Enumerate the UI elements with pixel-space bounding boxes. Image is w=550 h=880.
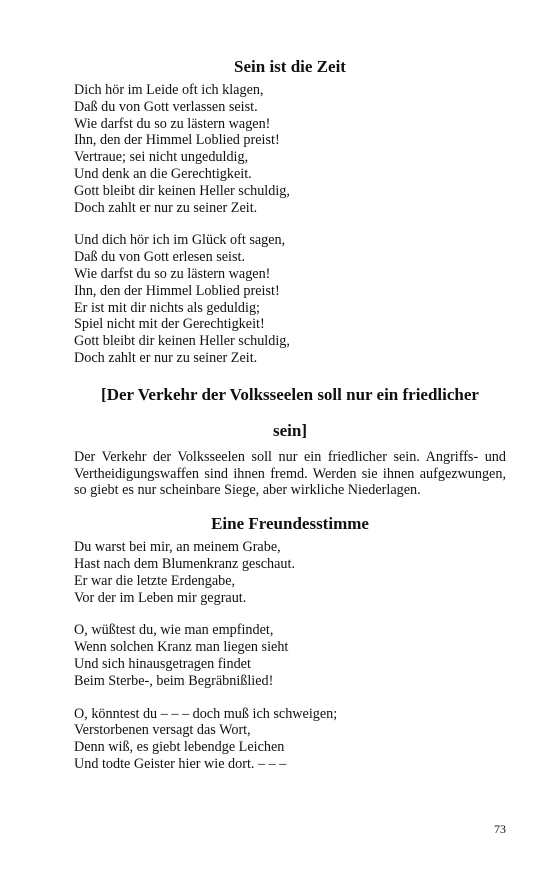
stanza (74, 82, 506, 216)
section-title-line: sein] (273, 420, 307, 440)
stanza (74, 622, 506, 689)
verse-line: Hast nach dem Blumenkranz geschaut. (74, 555, 296, 572)
verse-line: O, wüßtest du, wie man empfindet, (74, 622, 274, 639)
page-content (74, 56, 506, 773)
verse-line: Er ist mit dir nichts als geduldig; (74, 299, 260, 316)
verse-line: Daß du von Gott erlesen seist. (74, 249, 246, 266)
section-title-line: [Der Verkehr der Volksseelen soll nur ein friedlicher (101, 384, 479, 404)
verse-line: Wenn solchen Kranz man liegen sieht (74, 639, 289, 656)
verse-line: Und denk an die Gerechtigkeit. (74, 165, 252, 182)
verse-line: Gott bleibt dir keinen Heller schuldig, (74, 182, 290, 199)
verse-line: Spiel nicht mit der Gerechtigkeit! (74, 316, 265, 333)
verse-line: Denn wiß, es giebt lebendge Leichen (74, 739, 285, 756)
stanza (74, 539, 506, 606)
verse-line: Gott bleibt dir keinen Heller schuldig, (74, 333, 290, 350)
verse-line: Ihn, den der Himmel Loblied preist! (74, 132, 280, 149)
stanza (74, 706, 506, 773)
section-paragraph-volksseelen: Der Verkehr der Volksseelen soll nur ein friedlicher sein. Angriffs- und Vertheidigungswaffen sind ihnen fremd. Werden sie ihnen aufgezwungen, so giebt es nur scheinbare Siege, aber wirkliche Niederlagen. (74, 448, 506, 499)
verse-line: Doch zahlt er nur zu seiner Zeit. (74, 349, 258, 366)
poem-body-eine-freundesstimme (74, 539, 506, 773)
verse-line: Wie darfst du so zu lästern wagen! (74, 115, 271, 132)
verse-line: Daß du von Gott verlassen seist. (74, 98, 258, 115)
verse-line: Und sich hinausgetragen findet (74, 655, 251, 672)
verse-line: Ihn, den der Himmel Loblied preist! (74, 282, 280, 299)
poem-title-eine-freundesstimme: Eine Freundesstimme (211, 514, 369, 534)
poem-body-sein-ist-die-zeit (74, 82, 506, 367)
verse-line: Du warst bei mir, an meinem Grabe, (74, 539, 281, 556)
poem-title-sein-ist-die-zeit: Sein ist die Zeit (234, 57, 346, 76)
verse-line: Dich hör im Leide oft ich klagen, (74, 82, 264, 98)
verse-line: Und dich hör ich im Glück oft sagen, (74, 232, 286, 249)
verse-line: Und todte Geister hier wie dort. – – – (74, 755, 287, 772)
verse-line: Beim Sterbe-, beim Begräbnißlied! (74, 672, 274, 689)
verse-line: O, könntest du – – – doch muß ich schweigen; (74, 705, 338, 722)
verse-line: Vor der im Leben mir gegraut. (74, 589, 247, 606)
page-number: 73 (494, 822, 506, 836)
verse-line: Doch zahlt er nur zu seiner Zeit. (74, 199, 258, 216)
verse-line: Vertraue; sei nicht ungeduldig, (74, 149, 249, 166)
verse-line: Verstorbenen versagt das Wort, (74, 722, 251, 739)
section-title-volksseelen (74, 377, 506, 449)
verse-line: Wie darfst du so zu lästern wagen! (74, 265, 271, 282)
verse-line: Er war die letzte Erdengabe, (74, 572, 236, 589)
stanza (74, 232, 506, 366)
